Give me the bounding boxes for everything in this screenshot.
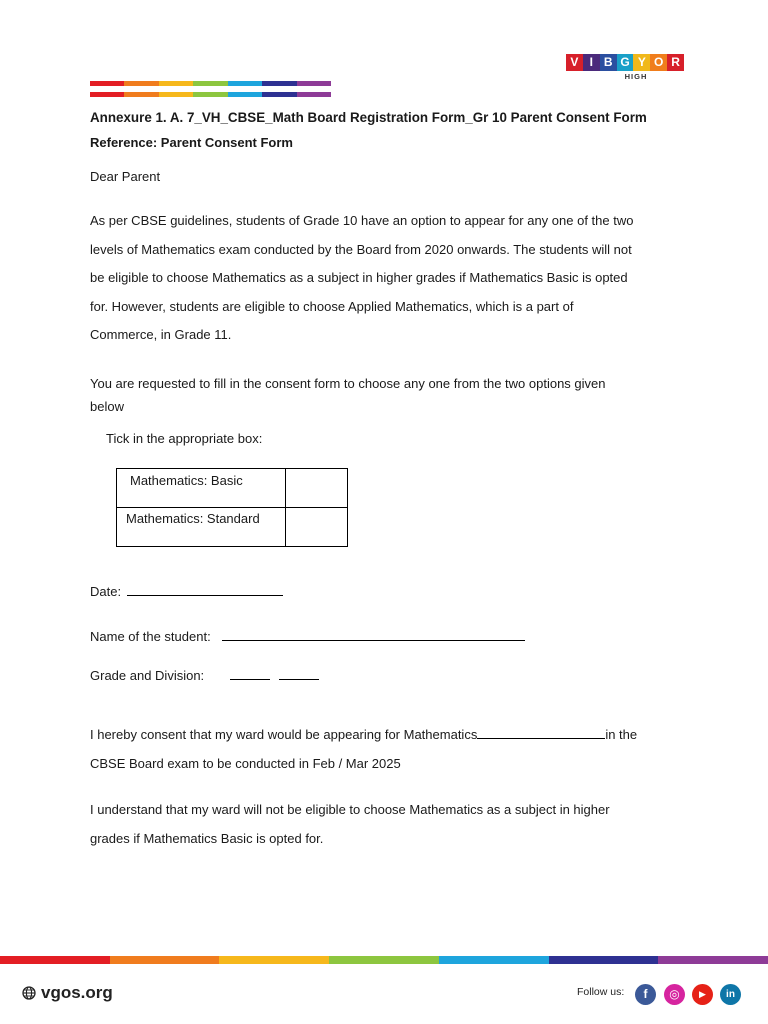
rainbow-row-top — [90, 81, 331, 86]
request-paragraph — [90, 372, 690, 418]
instagram-icon[interactable]: ◎ — [664, 984, 685, 1005]
footer-bar-segment — [110, 956, 220, 964]
option-label-cell — [117, 469, 286, 508]
footer-bar-segment — [658, 956, 768, 964]
guidelines-paragraph — [90, 207, 690, 350]
reference-line: Reference: Parent Consent Form — [90, 135, 293, 150]
greeting: Dear Parent — [90, 169, 161, 184]
grade-field[interactable] — [230, 665, 270, 680]
option-basic-checkbox[interactable] — [286, 469, 348, 508]
footer-bar-segment — [329, 956, 439, 964]
student-name-field[interactable] — [222, 626, 525, 641]
logo-letter: B — [600, 54, 617, 71]
rainbow-divider — [90, 81, 331, 98]
rainbow-segment — [159, 92, 193, 97]
rainbow-segment — [124, 92, 158, 97]
footer-bar-segment — [0, 956, 110, 964]
options-table — [116, 468, 348, 547]
option-standard-checkbox[interactable] — [286, 508, 348, 547]
division-field[interactable] — [279, 665, 319, 680]
paragraph-line: You are requested to fill in the consent form to choose any one from the two options given — [90, 376, 606, 391]
rainbow-segment — [124, 81, 158, 86]
date-field-row — [90, 581, 283, 599]
math-level-field[interactable] — [477, 724, 605, 739]
paragraph-line: Commerce, in Grade 11. — [90, 327, 232, 343]
option-row — [117, 508, 348, 547]
footer-bar-segment — [439, 956, 549, 964]
rainbow-segment — [297, 92, 331, 97]
logo-letter: G — [617, 54, 634, 71]
rainbow-segment — [228, 92, 262, 97]
option-label-cell — [117, 508, 286, 547]
rainbow-row-bottom — [90, 92, 331, 97]
consent-line — [90, 721, 690, 750]
understand-line: grades if Mathematics Basic is opted for. — [90, 830, 324, 846]
rainbow-segment — [90, 81, 124, 86]
rainbow-segment — [90, 92, 124, 97]
logo-subtitle: HIGH — [624, 72, 648, 81]
consent-text: I hereby consent that my ward would be appearing for Mathematics — [90, 727, 478, 742]
vibgyor-logo — [566, 54, 684, 84]
logo-letter: R — [667, 54, 684, 71]
rainbow-segment — [262, 92, 296, 97]
facebook-icon[interactable]: f — [635, 984, 656, 1005]
student-field-row — [90, 626, 525, 644]
date-label: Date: — [90, 584, 122, 599]
grade-label: Grade and Division: — [90, 668, 205, 683]
consent-text: in the — [605, 727, 638, 742]
rainbow-segment — [193, 92, 227, 97]
student-name-label: Name of the student: — [90, 629, 211, 644]
logo-letter: I — [583, 54, 600, 71]
rainbow-segment — [159, 81, 193, 86]
website-link[interactable] — [22, 983, 113, 1003]
linkedin-icon[interactable]: in — [720, 984, 741, 1005]
paragraph-line: As per CBSE guidelines, students of Grade 10 have an option to appear for any one of the two — [90, 213, 634, 228]
paragraph-line: levels of Mathematics exam conducted by the Board from 2020 onwards. The students will not — [90, 241, 632, 257]
document-title: Annexure 1. A. 7_VH_CBSE_Math Board Registration Form_Gr 10 Parent Consent Form — [90, 110, 647, 125]
logo-letters — [566, 54, 684, 71]
understand-line: I understand that my ward will not be eligible to choose Mathematics as a subject in higher — [90, 802, 610, 817]
footer-bar-segment — [549, 956, 659, 964]
grade-field-row — [90, 665, 319, 683]
rainbow-segment — [228, 81, 262, 86]
rainbow-segment — [262, 81, 296, 86]
date-field[interactable] — [127, 581, 283, 596]
logo-letter: V — [566, 54, 583, 71]
consent-statement — [90, 721, 690, 778]
rainbow-segment — [297, 81, 331, 86]
option-row — [117, 469, 348, 508]
globe-icon — [22, 986, 36, 1000]
footer-color-bar — [0, 956, 768, 964]
paragraph-line: be eligible to choose Mathematics as a subject in higher grades if Mathematics Basic is opted — [90, 270, 628, 286]
youtube-icon[interactable]: ▶ — [692, 984, 713, 1005]
website-text: vgos.org — [41, 983, 113, 1002]
option-basic-label: Mathematics: Basic — [130, 473, 243, 488]
rainbow-segment — [193, 81, 227, 86]
option-standard-label: Mathematics: Standard — [126, 511, 260, 526]
paragraph-line: below — [90, 399, 124, 414]
paragraph-line: for. However, students are eligible to choose Applied Mathematics, which is a part of — [90, 298, 574, 314]
tick-instruction: Tick in the appropriate box: — [106, 431, 263, 446]
understanding-statement — [90, 796, 690, 853]
logo-letter: O — [650, 54, 667, 71]
follow-us-label: Follow us: — [577, 986, 625, 998]
footer-bar-segment — [219, 956, 329, 964]
logo-letter: Y — [633, 54, 650, 71]
consent-line: CBSE Board exam to be conducted in Feb / Mar 2025 — [90, 755, 401, 771]
